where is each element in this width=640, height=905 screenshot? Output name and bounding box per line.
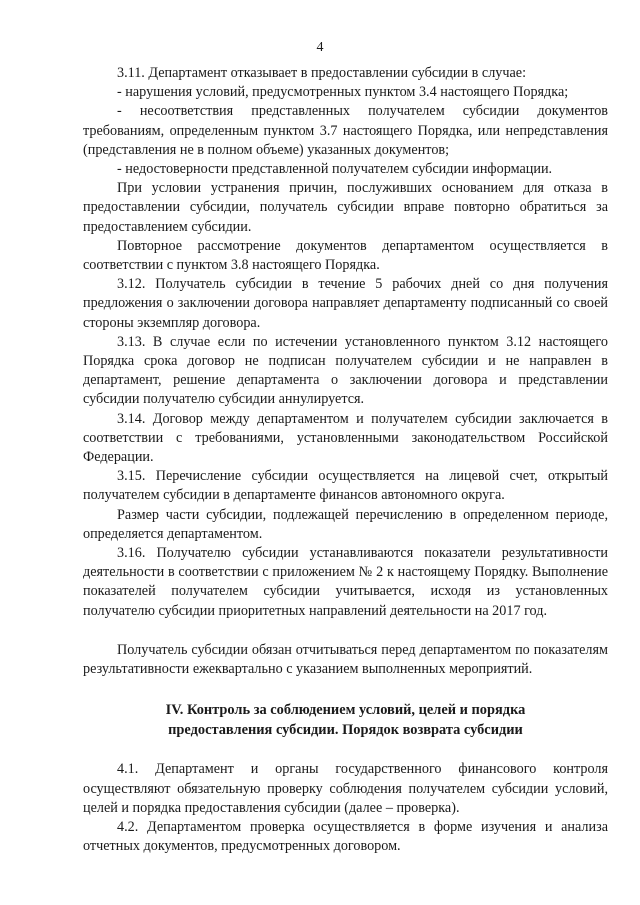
list-item-inaccuracy: - недостоверности представленной получателем субсидии информации. [117,161,553,178]
section-heading-line-2: предоставления субсидии. Порядок возврата субсидии [168,721,523,738]
list-item-violation: - нарушения условий, предусмотренных пунктом 3.4 настоящего Порядка; [117,84,569,101]
paragraph-3-12: 3.12. Получатель субсидии в течение 5 рабочих дней со дня получения предложения о заключении договора направляет департаменту подписанный со своей стороны экземпляр договора. [83,276,608,331]
paragraph-3-11: 3.11. Департамент отказывает в предоставлении субсидии в случае: [117,65,527,81]
section-heading-line-1: IV. Контроль за соблюдением условий, целей и порядка [165,702,526,719]
page-number: 4 [316,40,324,55]
paragraph-3-15: 3.15. Перечисление субсидии осуществляется на лицевой счет, открытый получателем субсидии в департаменте финансов автономного округа. [83,468,608,504]
paragraph-4-1: 4.1. Департамент и органы государственного финансового контроля осуществляют обязательную проверку соблюдения получателем субсидии условий, целей и порядка предоставления субсидии (далее – проверка). [83,761,608,816]
paragraph-3-13: 3.13. В случае если по истечении установленного пунктом 3.12 настоящего Порядка срока договор не подписан получателем субсидии и не направлен в департамент, решение департамента о заключении договора и представлении субсидии получателю субсидии аннулируется. [83,333,608,408]
document-body [83,64,608,856]
paragraph-3-16: 3.16. Получателю субсидии устанавливаются показатели результативности деятельности в соответствии с приложением № 2 к настоящему Порядку. Выполнение показателей получателем субсидии учитывается, исходя из установленных получателю субсидии приоритетных направлений деятельности на 2017 год. [83,545,608,619]
paragraph-reapply: При условии устранения причин, послуживших основанием для отказа в предоставлении субсидии, получатель субсидии вправе повторно обратиться за предоставлением субсидии. [83,180,608,235]
paragraph-reporting: Получатель субсидии обязан отчитываться перед департаментом по показателям результативности ежеквартально с указанием выполненных мероприятий. [83,641,608,678]
paragraph-4-2: 4.2. Департаментом проверка осуществляется в форме изучения и анализа отчетных документов, предусмотренных договором. [83,818,608,855]
paragraph-review: Повторное рассмотрение документов департаментом осуществляется в соответствии с пунктом 3.8 настоящего Порядка. [83,237,608,274]
paragraph-3-14: 3.14. Договор между департаментом и получателем субсидии заключается в соответствии с требованиями, установленными законодательством Российской Федерации. [83,410,608,466]
list-item-noncompliance: - несоответствия представленных получателем субсидии документов требованиям, определенным пунктом 3.7 настоящего Порядка, или непредставления (представления не в полном объеме) указанных документов; [83,103,608,158]
paragraph-part-size: Размер части субсидии, подлежащей перечислению в определенном периоде, определяется департаментом. [83,506,608,542]
section-heading [83,701,608,740]
